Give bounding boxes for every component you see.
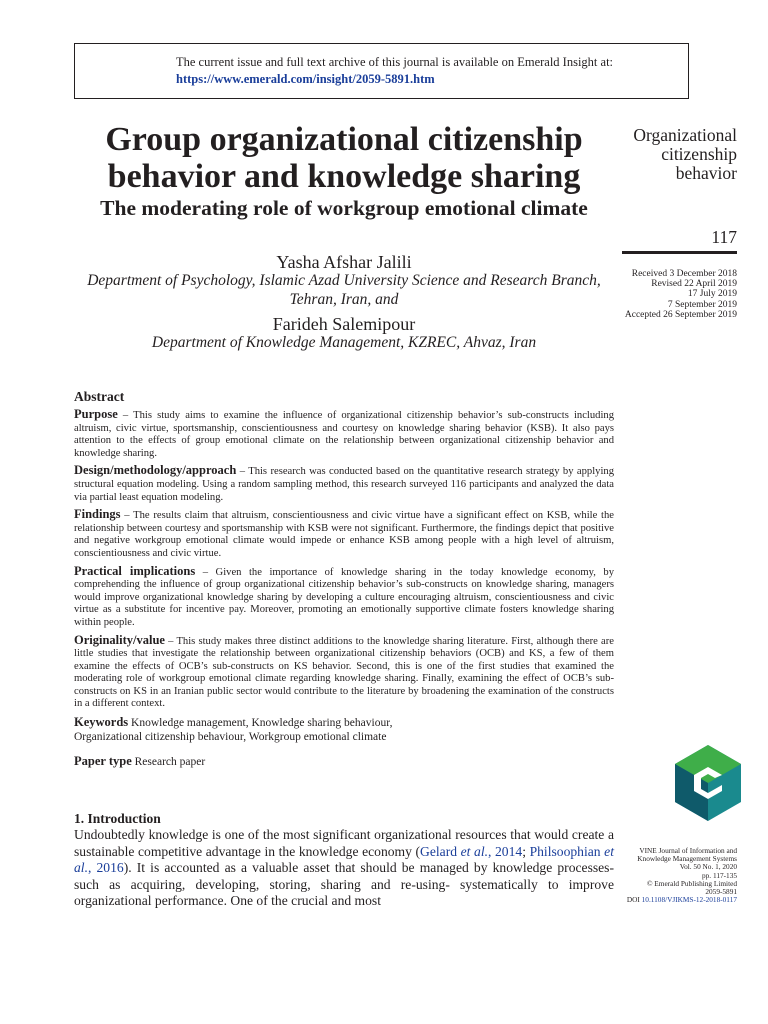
journal-line: VINE Journal of Information and [639, 846, 737, 855]
page-number: 117 [711, 227, 737, 247]
section-text: – The results claim that altruism, conscientiousness and civic virtue have a significant effect on KSB, while the relationship between courtesy and sportsmanship with KSB were not significant. Furthermore, the findings depict that positive and negative workgroup emotional climate would impede or enhance KSB among people with a high level of altruism, conscientiousness and civic virtue. [74, 510, 614, 559]
section-label: Purpose [74, 407, 118, 421]
running-head-line: citizenship [661, 144, 737, 164]
keywords [74, 716, 614, 744]
archive-url-link[interactable]: https://www.emerald.com/insight/2059-5891.htm [176, 72, 435, 86]
section-text: – This study aims to examine the influence of organizational citizenship behavior’s sub-constructs including altruism, civic virtue, sportsmanship, conscientiousness and courtesy on knowledge sharing behavior (KSB). It also pays attention to the effects of group emotional climate on the relationship between organizational citizenship behavior and knowledge sharing. [74, 410, 614, 459]
abstract [74, 389, 614, 769]
journal-line: © Emerald Publishing Limited [646, 878, 737, 888]
section-label: Originality/value [74, 632, 165, 647]
running-head-line: behavior [675, 163, 737, 183]
paper-type-value: Research paper [134, 756, 206, 769]
running-head [610, 126, 737, 183]
doi-line [610, 896, 737, 904]
author-name: Farideh Salemipour [272, 314, 416, 334]
abstract-heading: Abstract [74, 389, 125, 404]
citation-link[interactable]: Gelard et al., 2014 [420, 843, 523, 859]
margin-rule [622, 251, 737, 254]
journal-line: 2059-5891 [705, 887, 737, 897]
author-name: Yasha Afshar Jalili [276, 252, 412, 272]
paper-type-label: Paper type [74, 754, 132, 769]
history-line: 7 September 2019 [667, 299, 737, 310]
archive-notice-box [74, 43, 689, 99]
publisher-logo-icon [675, 745, 741, 821]
keywords-label: Keywords [74, 715, 129, 730]
history-line: Received 3 December 2018 [631, 269, 737, 279]
section-label: Design/methodology/approach [74, 463, 237, 478]
section-label: Findings [74, 507, 121, 522]
paper-title: Group organizational citizenship behavior and knowledge sharing [105, 121, 583, 195]
archive-notice-text: The current issue and full text archive of this journal is available on Emerald Insight at: [176, 55, 614, 69]
abstract-design [74, 464, 614, 504]
doi-link[interactable]: 10.1108/VJIKMS-12-2018-0117 [641, 895, 737, 905]
keywords-line: Knowledge management, Knowledge sharing behaviour, [131, 717, 393, 730]
doi-label: DOI [626, 895, 640, 905]
keywords-line: Organizational citizenship behaviour, Workgroup emotional climate [74, 730, 387, 743]
section-text: – This research was conducted based on the quantitative research strategy by applying structural equation modeling. Using a random sampling method, this research surveyed 116 participants and analyzed the data via partial least equation modeling. [74, 466, 614, 503]
section-heading: 1. Introduction [74, 811, 161, 826]
abstract-originality [74, 634, 614, 712]
running-head-line: Organizational [633, 125, 737, 145]
abstract-implications [74, 565, 614, 630]
intro-text: ). It is accounted as a valuable asset that should be managed by knowledge processes- such as acquiring, developing, storing, sharing and re-using- systematically to improve organizational performance. One of the crucial and most [74, 860, 614, 909]
paper-subtitle: The moderating role of workgroup emotional climate [100, 196, 588, 220]
intro-text: Undoubtedly knowledge is one of the most significant organizational resources that would create a sustainable competitive advantage in the knowledge economy ( [74, 827, 614, 859]
section-text: – This study makes three distinct additions to the knowledge sharing literature. First, although there are little studies that investigate the relationship between organizational citizenship behaviors (OCB) and KS, a few of them examine the effects of OCB’s sub-constructs on KS behavior. Second, this is one of the first studies that examined the moderating role of workgroup emotional climate regarding knowledge sharing. Finally, examining the effect of OCB’s sub-constructs on KS in an Iranian public sector would contribute to the literature by broadening the examination of the constructs in a different context. [74, 635, 614, 710]
section-label: Practical implications [74, 563, 196, 578]
intro-paragraph [74, 827, 614, 910]
journal-line: pp. 117-135 [702, 870, 737, 880]
section-text: – Given the importance of knowledge sharing in the today knowledge economy, by comprehending the influence of group organizational citizenship behavior’s sub-constructs on knowledge sharing, managers would improve organizational knowledge sharing by developing a culture encouraging altruism, conscientiousness and civic virtue as a substitute for incentive pay. Moreover, promoting an emotionally supportive climate fosters knowledge sharing within people. [74, 566, 614, 628]
history-line: Revised 22 April 2019 [651, 279, 737, 290]
article-history [610, 269, 737, 320]
introduction [74, 811, 614, 910]
author-affiliation: Department of Psychology, Islamic Azad University Science and Research Branch, Tehran, Iran, and [87, 272, 601, 308]
intro-text: ; [522, 843, 530, 859]
author-affiliation: Department of Knowledge Management, KZREC, Ahvaz, Iran [151, 334, 537, 351]
abstract-purpose [74, 408, 614, 460]
journal-line: Knowledge Management Systems [637, 854, 737, 864]
citation-link[interactable]: Philsoophian et al., 2016 [74, 843, 614, 876]
paper-type [74, 754, 614, 769]
history-line: 17 July 2019 [687, 289, 737, 300]
history-line: Accepted 26 September 2019 [624, 309, 737, 320]
journal-line: Vol. 50 No. 1, 2020 [679, 862, 737, 872]
journal-info [610, 847, 737, 904]
abstract-findings [74, 508, 614, 560]
